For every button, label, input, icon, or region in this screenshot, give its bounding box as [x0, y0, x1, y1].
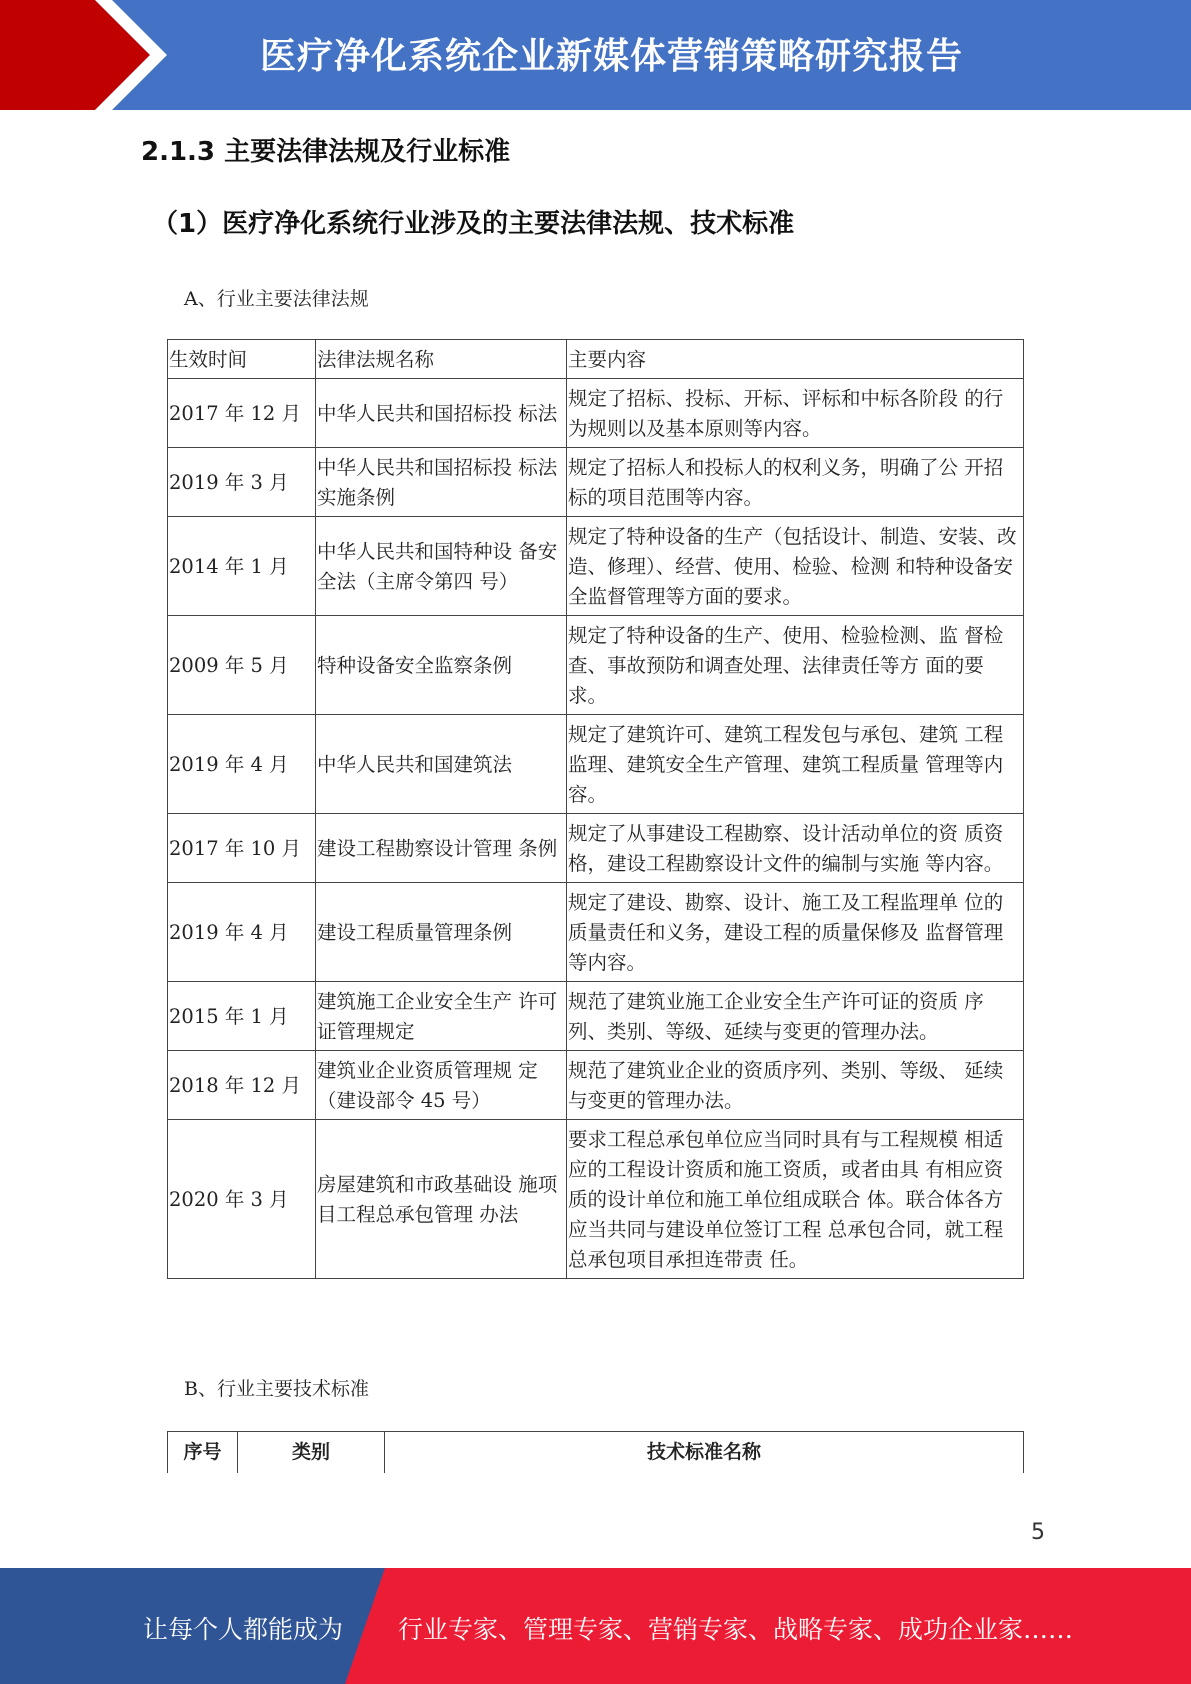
footer-slogan-left: 让每个人都能成为 — [143, 1615, 344, 1644]
cell-name: 中华人民共和国特种设 备安全法（主席令第四 号） — [316, 517, 567, 616]
cell-content: 规定了招标人和投标人的权利义务，明确了公 开招标的项目范围等内容。 — [567, 448, 1024, 517]
cell-content: 规范了建筑业施工企业安全生产许可证的资质 序列、类别、等级、延续与变更的管理办法。 — [567, 982, 1024, 1051]
cell-name: 建设工程质量管理条例 — [316, 883, 567, 982]
cell-content: 要求工程总承包单位应当同时具有与工程规模 相适应的工程设计资质和施工资质，或者由具 有相应资质的设计单位和施工单位组成联合 体。联合体各方应当共同与建设单位签订工程 总承包合同，就工程总承包项目承担连带责 任。 — [567, 1120, 1024, 1279]
cell-name: 建筑施工企业安全生产 许可证管理规定 — [316, 982, 567, 1051]
page-number: 5 — [1031, 1520, 1045, 1545]
cell-date: 2018 年 12 月 — [168, 1051, 316, 1120]
table-row — [168, 616, 1024, 715]
cell-content: 规范了建筑业企业的资质序列、类别、等级、 延续与变更的管理办法。 — [567, 1051, 1024, 1120]
cell-date: 2019 年 4 月 — [168, 883, 316, 982]
table-row — [168, 379, 1024, 448]
section-heading: 2.1.3 主要法律法规及行业标准 — [141, 137, 511, 167]
cell-name: 建设工程勘察设计管理 条例 — [316, 814, 567, 883]
laws-table — [167, 339, 1024, 1279]
table-header-row — [168, 1432, 1024, 1474]
standards-table — [167, 1431, 1024, 1473]
table-row — [168, 814, 1024, 883]
table-row — [168, 517, 1024, 616]
cell-name: 特种设备安全监察条例 — [316, 616, 567, 715]
header-cell-index: 序号 — [168, 1432, 238, 1474]
header-cell-standard-name: 技术标准名称 — [385, 1432, 1024, 1474]
cell-name: 中华人民共和国建筑法 — [316, 715, 567, 814]
cell-content: 规定了特种设备的生产、使用、检验检测、监 督检查、事故预防和调查处理、法律责任等方 面的要求。 — [567, 616, 1024, 715]
cell-date: 2017 年 12 月 — [168, 379, 316, 448]
cell-name: 中华人民共和国招标投 标法实施条例 — [316, 448, 567, 517]
table-row — [168, 1120, 1024, 1279]
report-title: 医疗净化系统企业新媒体营销策略研究报告 — [260, 36, 964, 77]
cell-date: 2014 年 1 月 — [168, 517, 316, 616]
cell-name: 中华人民共和国招标投 标法 — [316, 379, 567, 448]
table-row — [168, 1051, 1024, 1120]
table-row — [168, 448, 1024, 517]
table-row — [168, 982, 1024, 1051]
cell-content: 规定了招标、投标、开标、评标和中标各阶段 的行为规则以及基本原则等内容。 — [567, 379, 1024, 448]
cell-date: 2015 年 1 月 — [168, 982, 316, 1051]
header-cell-date: 生效时间 — [168, 340, 316, 379]
cell-date: 2017 年 10 月 — [168, 814, 316, 883]
standards-label: B、行业主要技术标准 — [184, 1378, 369, 1400]
cell-content: 规定了建筑许可、建筑工程发包与承包、建筑 工程监理、建筑安全生产管理、建筑工程质量 管理等内容。 — [567, 715, 1024, 814]
cell-name: 建筑业企业资质管理规 定（建设部令 45 号） — [316, 1051, 567, 1120]
header-banner — [0, 0, 1191, 110]
standards-table-wrapper — [167, 1431, 1024, 1473]
cell-date: 2019 年 3 月 — [168, 448, 316, 517]
header-cell-name: 法律法规名称 — [316, 340, 567, 379]
cell-date: 2009 年 5 月 — [168, 616, 316, 715]
table-row — [168, 883, 1024, 982]
table-row — [168, 715, 1024, 814]
cell-content: 规定了特种设备的生产（包括设计、制造、安装、改造、修理）、经营、使用、检验、检测 和特种设备安全监督管理等方面的要求。 — [567, 517, 1024, 616]
footer-banner — [0, 1568, 1191, 1684]
laws-label: A、行业主要法律法规 — [184, 288, 369, 310]
cell-date: 2019 年 4 月 — [168, 715, 316, 814]
cell-content: 规定了建设、勘察、设计、施工及工程监理单 位的质量责任和义务，建设工程的质量保修及 监督管理等内容。 — [567, 883, 1024, 982]
header-cell-content: 主要内容 — [567, 340, 1024, 379]
table-header-row — [168, 340, 1024, 379]
section-subheading: （1）医疗净化系统行业涉及的主要法律法规、技术标准 — [152, 209, 795, 239]
cell-date: 2020 年 3 月 — [168, 1120, 316, 1279]
cell-name: 房屋建筑和市政基础设 施项目工程总承包管理 办法 — [316, 1120, 567, 1279]
cell-content: 规定了从事建设工程勘察、设计活动单位的资 质资格，建设工程勘察设计文件的编制与实施 等内容。 — [567, 814, 1024, 883]
footer-slogan-right: 行业专家、管理专家、营销专家、战略专家、成功企业家…… — [398, 1615, 1074, 1644]
header-cell-category: 类别 — [238, 1432, 385, 1474]
